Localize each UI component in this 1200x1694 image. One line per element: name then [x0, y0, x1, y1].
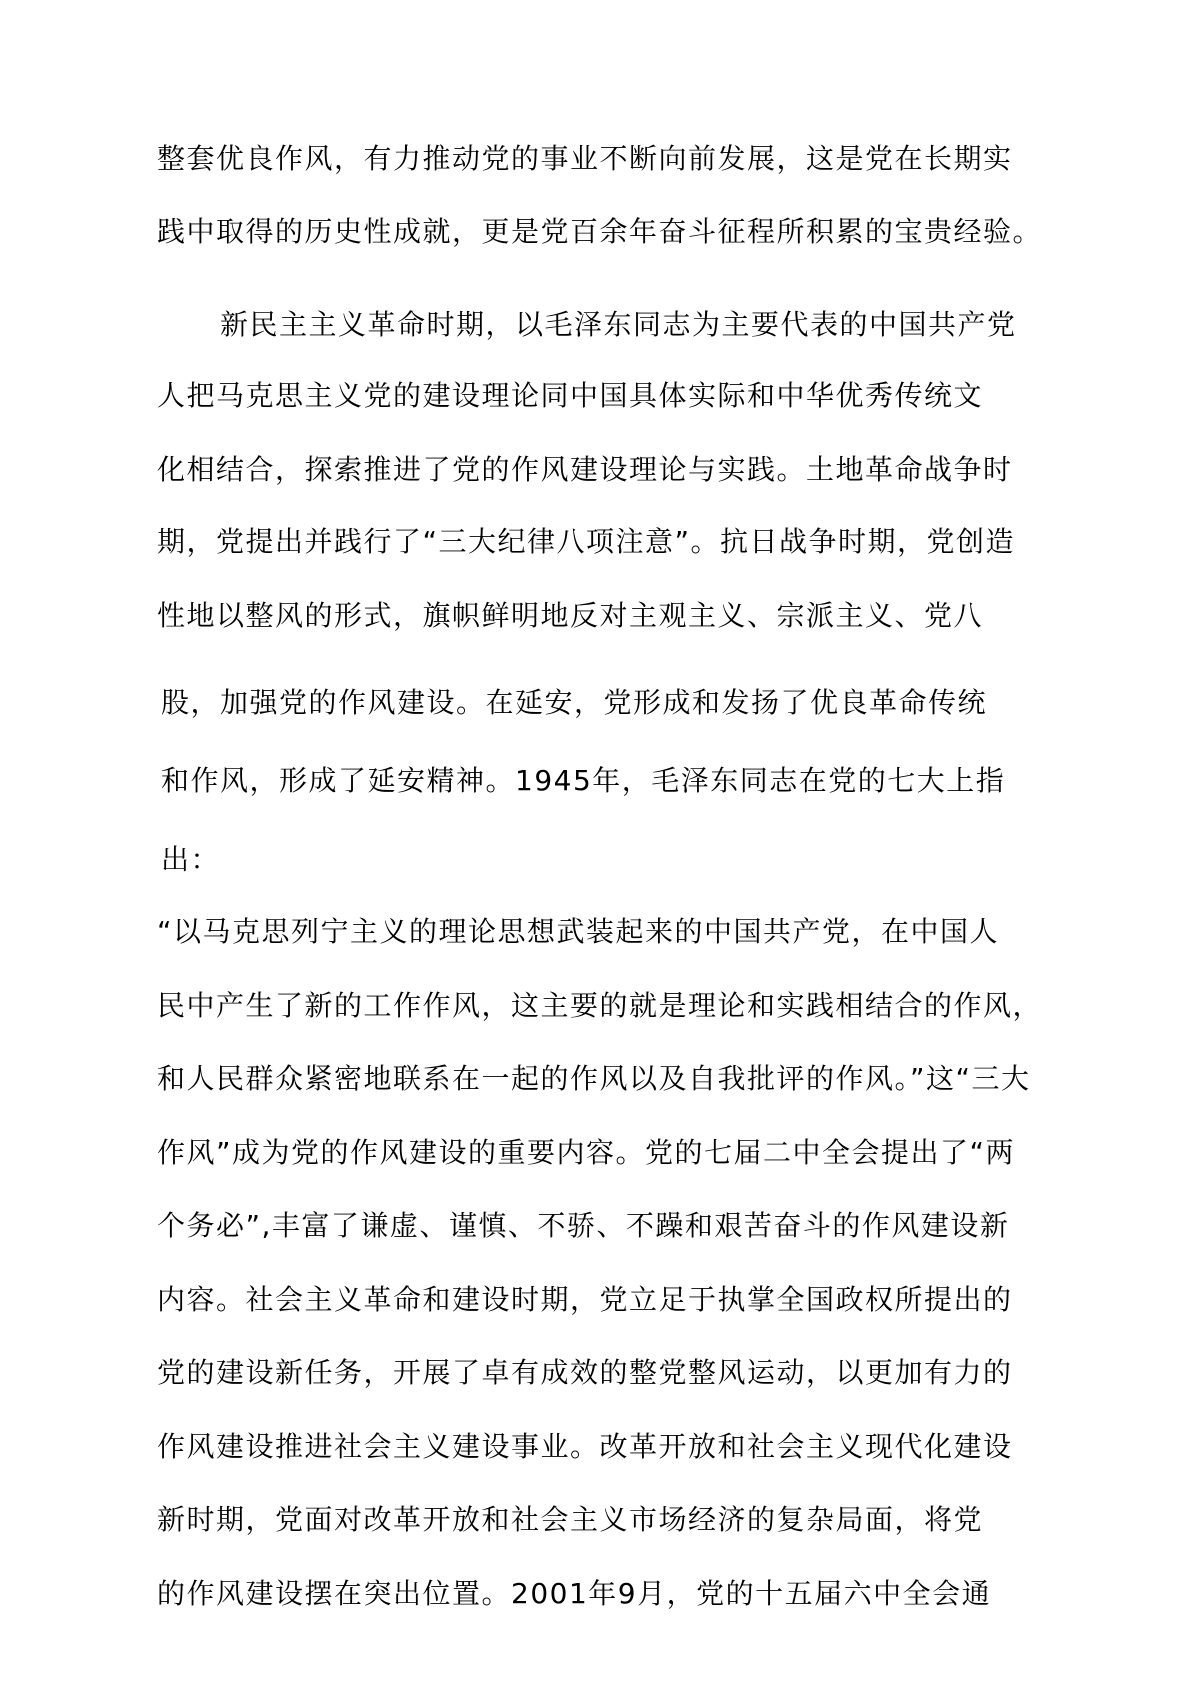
text-line: 个务必”,丰富了谦虚、谨慎、不骄、不躁和艰苦奋斗的作风建设新	[157, 1209, 1010, 1242]
text-line: 和作风，形成了延安精神。1945年，毛泽东同志在党的七大上指	[161, 764, 1006, 797]
text-line: 和人民群众紧密地联系在一起的作风以及自我批评的作风。”这“三大	[157, 1062, 1031, 1095]
text-line: 作风建设推进社会主义建设事业。改革开放和社会主义现代化建设	[157, 1430, 1013, 1463]
text-line: 人把马克思主义党的建设理论同中国具体实际和中华优秀传统文	[157, 379, 984, 412]
text-line: 股，加强党的作风建设。在延安，党形成和发扬了优良革命传统	[161, 686, 988, 719]
text-line: 整套优良作风，有力推动党的事业不断向前发展，这是党在长期实	[157, 142, 1013, 175]
text-line: 期，党提出并践行了“三大纪律八项注意”。抗日战争时期，党创造	[157, 525, 1016, 558]
text-line: 内容。社会主义革命和建设时期，党立足于执掌全国政权所提出的	[157, 1283, 1013, 1316]
text-line: 党的建设新任务，开展了卓有成效的整党整风运动，以更加有力的	[157, 1356, 1013, 1389]
text-line: “以马克思列宁主义的理论思想武装起来的中国共产党，在中国人	[157, 915, 1000, 948]
text-line: 化相结合，探索推进了党的作风建设理论与实践。土地革命战争时	[157, 453, 1013, 486]
text-line: 新时期，党面对改革开放和社会主义市场经济的复杂局面，将党	[157, 1503, 984, 1536]
text-line: 性地以整风的形式，旗帜鲜明地反对主观主义、宗派主义、党八	[157, 599, 984, 632]
text-line: 践中取得的历史性成就，更是党百余年奋斗征程所积累的宝贵经验。	[157, 215, 1043, 248]
text-line: 出：	[161, 843, 221, 876]
text-line: 作风”成为党的作风建设的重要内容。党的七届二中全会提出了“两	[157, 1136, 1016, 1169]
text-line: 新民主主义革命时期，以毛泽东同志为主要代表的中国共产党	[220, 308, 1017, 341]
text-line: 的作风建设摆在突出位置。2001年9月，党的十五届六中全会通	[157, 1577, 992, 1610]
text-line: 民中产生了新的工作作风，这主要的就是理论和实践相结合的作风，	[157, 989, 1043, 1022]
